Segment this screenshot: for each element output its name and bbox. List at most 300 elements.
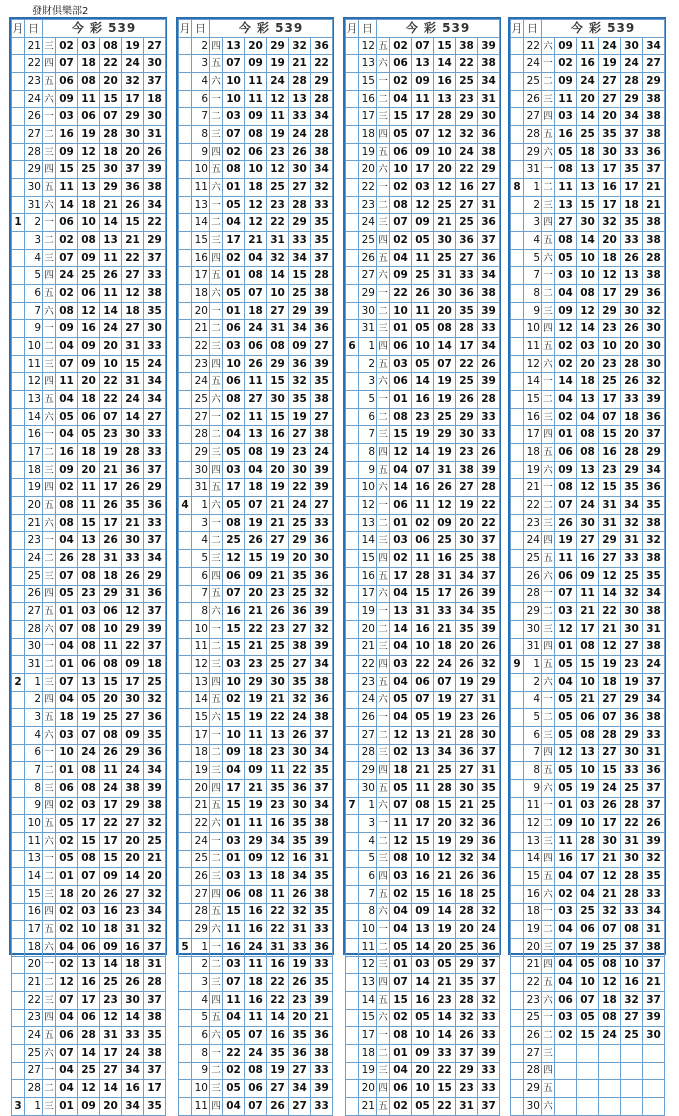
draw-row bbox=[346, 1009, 500, 1027]
month-cell bbox=[511, 1062, 524, 1080]
number-cell: 03 bbox=[223, 338, 245, 356]
month-cell bbox=[511, 355, 524, 373]
day-cell: 21 bbox=[524, 479, 542, 497]
number-cell: 05 bbox=[223, 285, 245, 303]
day-cell: 14 bbox=[359, 532, 377, 550]
number-cell: 19 bbox=[245, 709, 267, 727]
number-cell: 36 bbox=[289, 355, 311, 373]
day-cell: 29 bbox=[524, 603, 542, 621]
day-cell: 13 bbox=[359, 974, 377, 992]
weekday-cell: 四 bbox=[210, 885, 223, 903]
weekday-cell: 四 bbox=[377, 444, 390, 462]
day-cell: 5 bbox=[25, 267, 43, 285]
draw-row bbox=[179, 550, 333, 568]
number-cell: 33 bbox=[289, 938, 311, 956]
number-cell: 16 bbox=[267, 426, 289, 444]
number-cell: 09 bbox=[555, 461, 577, 479]
month-cell bbox=[511, 991, 524, 1009]
day-cell: 26 bbox=[25, 108, 43, 126]
number-cell: 07 bbox=[56, 620, 78, 638]
draw-row bbox=[346, 426, 500, 444]
weekday-cell: 四 bbox=[377, 974, 390, 992]
number-cell: 04 bbox=[390, 903, 412, 921]
month-cell bbox=[346, 585, 359, 603]
number-cell: 34 bbox=[456, 567, 478, 585]
weekday-cell: 二 bbox=[377, 726, 390, 744]
number-cell: 33 bbox=[434, 1044, 456, 1062]
number-cell: 30 bbox=[122, 991, 144, 1009]
month-cell bbox=[346, 90, 359, 108]
number-cell: 31 bbox=[267, 938, 289, 956]
month-cell bbox=[511, 514, 524, 532]
number-cell: 39 bbox=[478, 302, 500, 320]
number-cell: 18 bbox=[577, 143, 599, 161]
number-cell: 36 bbox=[311, 320, 333, 338]
number-cell: 27 bbox=[621, 638, 643, 656]
number-cell: 09 bbox=[434, 514, 456, 532]
number-cell: 28 bbox=[643, 249, 665, 267]
day-cell: 24 bbox=[524, 55, 542, 73]
number-cell: 09 bbox=[122, 726, 144, 744]
day-cell: 18 bbox=[192, 285, 210, 303]
number-cell: 31 bbox=[643, 744, 665, 762]
number-cell: 11 bbox=[412, 779, 434, 797]
number-cell: 28 bbox=[78, 550, 100, 568]
number-cell: 04 bbox=[56, 691, 78, 709]
number-cell: 34 bbox=[643, 903, 665, 921]
month-cell bbox=[511, 320, 524, 338]
weekday-cell: 四 bbox=[542, 744, 555, 762]
draw-row bbox=[179, 991, 333, 1009]
weekday-cell: 一 bbox=[377, 497, 390, 515]
draw-row bbox=[346, 885, 500, 903]
number-cell bbox=[577, 1097, 599, 1115]
number-cell: 04 bbox=[223, 1097, 245, 1115]
weekday-cell: 一 bbox=[210, 408, 223, 426]
number-cell: 38 bbox=[144, 1044, 166, 1062]
number-cell: 07 bbox=[434, 673, 456, 691]
number-cell: 26 bbox=[289, 726, 311, 744]
day-cell: 23 bbox=[25, 1009, 43, 1027]
draw-row bbox=[346, 868, 500, 886]
month-cell bbox=[346, 691, 359, 709]
weekday-cell: 四 bbox=[210, 567, 223, 585]
number-cell: 28 bbox=[434, 779, 456, 797]
number-cell: 03 bbox=[390, 656, 412, 674]
number-cell: 34 bbox=[621, 108, 643, 126]
day-cell: 11 bbox=[359, 938, 377, 956]
day-cell: 27 bbox=[524, 108, 542, 126]
number-cell: 03 bbox=[555, 603, 577, 621]
month-cell bbox=[179, 108, 192, 126]
number-cell: 10 bbox=[577, 974, 599, 992]
number-cell: 22 bbox=[267, 903, 289, 921]
number-cell: 20 bbox=[599, 108, 621, 126]
number-cell: 05 bbox=[412, 1097, 434, 1115]
day-cell: 13 bbox=[359, 514, 377, 532]
number-cell: 06 bbox=[56, 1027, 78, 1045]
number-cell: 38 bbox=[311, 709, 333, 727]
month-cell bbox=[346, 267, 359, 285]
number-cell: 03 bbox=[78, 903, 100, 921]
number-cell: 30 bbox=[289, 161, 311, 179]
number-cell: 36 bbox=[478, 126, 500, 144]
number-cell: 31 bbox=[599, 514, 621, 532]
day-cell: 21 bbox=[359, 1097, 377, 1115]
month-cell bbox=[511, 479, 524, 497]
weekday-cell: 一 bbox=[210, 1044, 223, 1062]
number-cell: 08 bbox=[78, 779, 100, 797]
number-cell: 04 bbox=[245, 461, 267, 479]
number-cell: 03 bbox=[223, 656, 245, 674]
day-cell: 1 bbox=[359, 338, 377, 356]
weekday-cell: 五 bbox=[542, 1080, 555, 1098]
month-cell: 5 bbox=[179, 938, 192, 956]
weekday-cell: 六 bbox=[542, 37, 555, 55]
weekday-cell: 三 bbox=[542, 196, 555, 214]
draw-row bbox=[511, 1009, 665, 1027]
weekday-cell: 五 bbox=[43, 497, 56, 515]
draw-row bbox=[12, 497, 166, 515]
weekday-cell: 一 bbox=[377, 815, 390, 833]
draw-row bbox=[511, 974, 665, 992]
month-cell bbox=[511, 214, 524, 232]
draw-row bbox=[179, 691, 333, 709]
weekday-cell: 四 bbox=[377, 762, 390, 780]
month-cell bbox=[179, 143, 192, 161]
number-cell: 16 bbox=[434, 550, 456, 568]
weekday-cell: 一 bbox=[542, 161, 555, 179]
day-cell: 19 bbox=[25, 479, 43, 497]
number-cell: 34 bbox=[144, 903, 166, 921]
number-cell: 09 bbox=[122, 656, 144, 674]
month-cell bbox=[511, 497, 524, 515]
number-cell: 16 bbox=[434, 73, 456, 91]
number-cell: 27 bbox=[289, 426, 311, 444]
draw-row bbox=[511, 408, 665, 426]
number-cell: 29 bbox=[478, 161, 500, 179]
draw-row bbox=[346, 1062, 500, 1080]
number-cell: 31 bbox=[144, 126, 166, 144]
weekday-cell: 三 bbox=[542, 1044, 555, 1062]
number-cell: 07 bbox=[223, 55, 245, 73]
draw-row bbox=[179, 1062, 333, 1080]
number-cell: 28 bbox=[621, 868, 643, 886]
number-cell: 19 bbox=[267, 444, 289, 462]
month-cell bbox=[346, 938, 359, 956]
number-cell: 20 bbox=[78, 373, 100, 391]
weekday-cell: 二 bbox=[43, 444, 56, 462]
number-cell: 36 bbox=[456, 285, 478, 303]
month-cell bbox=[511, 868, 524, 886]
weekday-cell: 四 bbox=[377, 656, 390, 674]
number-cell: 21 bbox=[577, 603, 599, 621]
draw-row bbox=[12, 868, 166, 886]
draw-row bbox=[179, 302, 333, 320]
day-cell: 28 bbox=[25, 620, 43, 638]
day-cell: 26 bbox=[524, 567, 542, 585]
weekday-cell: 三 bbox=[43, 1097, 56, 1115]
draw-row bbox=[179, 126, 333, 144]
number-cell: 30 bbox=[599, 832, 621, 850]
number-cell: 39 bbox=[311, 638, 333, 656]
number-cell: 05 bbox=[412, 320, 434, 338]
month-cell bbox=[12, 497, 25, 515]
number-cell: 36 bbox=[478, 249, 500, 267]
number-cell: 24 bbox=[122, 55, 144, 73]
number-cell: 02 bbox=[555, 1027, 577, 1045]
number-cell: 17 bbox=[412, 108, 434, 126]
number-cell: 37 bbox=[643, 161, 665, 179]
number-cell: 15 bbox=[267, 408, 289, 426]
day-cell: 18 bbox=[192, 744, 210, 762]
weekday-cell: 六 bbox=[210, 179, 223, 197]
number-cell: 07 bbox=[412, 691, 434, 709]
number-cell: 04 bbox=[555, 974, 577, 992]
number-cell: 08 bbox=[577, 638, 599, 656]
month-cell bbox=[346, 320, 359, 338]
number-cell: 09 bbox=[223, 744, 245, 762]
number-cell: 22 bbox=[390, 285, 412, 303]
number-cell: 30 bbox=[456, 532, 478, 550]
number-cell: 07 bbox=[577, 991, 599, 1009]
number-cell: 17 bbox=[621, 179, 643, 197]
number-cell: 09 bbox=[78, 338, 100, 356]
weekday-cell: 一 bbox=[210, 938, 223, 956]
number-cell: 29 bbox=[456, 1062, 478, 1080]
day-cell: 10 bbox=[524, 320, 542, 338]
number-cell: 28 bbox=[621, 885, 643, 903]
number-cell: 08 bbox=[245, 885, 267, 903]
day-cell: 22 bbox=[192, 815, 210, 833]
weekday-cell: 三 bbox=[377, 744, 390, 762]
number-cell: 11 bbox=[555, 550, 577, 568]
number-cell: 06 bbox=[555, 991, 577, 1009]
number-cell: 33 bbox=[122, 550, 144, 568]
number-cell: 34 bbox=[456, 603, 478, 621]
month-cell bbox=[511, 285, 524, 303]
header-game: 今 彩 539 bbox=[210, 20, 333, 38]
draw-row bbox=[346, 903, 500, 921]
day-cell: 18 bbox=[25, 461, 43, 479]
number-cell: 39 bbox=[311, 461, 333, 479]
number-cell: 14 bbox=[434, 903, 456, 921]
number-cell: 06 bbox=[390, 143, 412, 161]
number-cell: 26 bbox=[100, 267, 122, 285]
number-cell: 24 bbox=[577, 497, 599, 515]
day-cell: 24 bbox=[192, 373, 210, 391]
weekday-cell: 四 bbox=[210, 991, 223, 1009]
draw-row bbox=[511, 532, 665, 550]
number-cell: 34 bbox=[311, 656, 333, 674]
number-cell: 18 bbox=[100, 921, 122, 939]
number-cell: 32 bbox=[456, 850, 478, 868]
number-cell: 06 bbox=[223, 567, 245, 585]
number-cell: 11 bbox=[412, 497, 434, 515]
number-cell: 20 bbox=[122, 850, 144, 868]
draw-row bbox=[346, 638, 500, 656]
day-cell: 6 bbox=[192, 567, 210, 585]
number-cell: 31 bbox=[267, 232, 289, 250]
number-cell: 11 bbox=[267, 762, 289, 780]
number-cell: 04 bbox=[223, 1009, 245, 1027]
draw-row bbox=[12, 691, 166, 709]
month-cell bbox=[511, 249, 524, 267]
number-cell: 12 bbox=[555, 620, 577, 638]
month-cell bbox=[12, 232, 25, 250]
number-cell: 18 bbox=[456, 885, 478, 903]
number-cell: 02 bbox=[390, 37, 412, 55]
number-cell: 23 bbox=[599, 320, 621, 338]
month-cell bbox=[346, 143, 359, 161]
day-cell: 9 bbox=[25, 320, 43, 338]
number-cell: 25 bbox=[456, 373, 478, 391]
day-cell: 25 bbox=[524, 73, 542, 91]
number-cell: 11 bbox=[577, 37, 599, 55]
draw-row bbox=[346, 797, 500, 815]
number-cell: 18 bbox=[245, 479, 267, 497]
draw-row bbox=[511, 179, 665, 197]
number-cell: 30 bbox=[577, 214, 599, 232]
day-cell: 15 bbox=[192, 232, 210, 250]
number-cell: 19 bbox=[245, 797, 267, 815]
number-cell: 37 bbox=[144, 249, 166, 267]
number-cell: 06 bbox=[390, 338, 412, 356]
month-cell bbox=[346, 656, 359, 674]
number-cell: 38 bbox=[144, 797, 166, 815]
number-cell: 18 bbox=[100, 567, 122, 585]
draw-row bbox=[511, 709, 665, 727]
weekday-cell: 六 bbox=[542, 355, 555, 373]
day-cell: 23 bbox=[25, 73, 43, 91]
number-cell: 36 bbox=[144, 709, 166, 727]
number-cell: 24 bbox=[434, 656, 456, 674]
results-table bbox=[510, 19, 665, 1116]
number-cell: 17 bbox=[100, 514, 122, 532]
number-cell: 26 bbox=[456, 1027, 478, 1045]
number-cell: 36 bbox=[144, 497, 166, 515]
day-cell: 12 bbox=[359, 37, 377, 55]
weekday-cell: 五 bbox=[377, 991, 390, 1009]
number-cell: 10 bbox=[78, 921, 100, 939]
weekday-cell: 五 bbox=[210, 585, 223, 603]
draw-row bbox=[12, 956, 166, 974]
draw-row bbox=[12, 850, 166, 868]
month-cell bbox=[179, 214, 192, 232]
draw-row bbox=[12, 815, 166, 833]
number-cell: 23 bbox=[267, 744, 289, 762]
number-cell: 36 bbox=[478, 938, 500, 956]
number-cell: 22 bbox=[144, 214, 166, 232]
number-cell: 12 bbox=[78, 302, 100, 320]
day-cell: 5 bbox=[524, 249, 542, 267]
number-cell: 04 bbox=[223, 214, 245, 232]
weekday-cell: 四 bbox=[210, 355, 223, 373]
number-cell: 06 bbox=[223, 373, 245, 391]
number-cell: 26 bbox=[478, 355, 500, 373]
draw-row bbox=[346, 585, 500, 603]
number-cell bbox=[555, 1097, 577, 1115]
draw-row bbox=[12, 126, 166, 144]
draw-row bbox=[511, 497, 665, 515]
number-cell: 14 bbox=[412, 444, 434, 462]
day-cell: 30 bbox=[524, 1097, 542, 1115]
weekday-cell: 一 bbox=[542, 585, 555, 603]
draw-row bbox=[179, 832, 333, 850]
month-cell bbox=[511, 921, 524, 939]
month-cell bbox=[12, 1062, 25, 1080]
number-cell: 38 bbox=[643, 214, 665, 232]
number-cell: 25 bbox=[100, 709, 122, 727]
number-cell: 21 bbox=[599, 850, 621, 868]
number-cell: 22 bbox=[100, 55, 122, 73]
number-cell: 10 bbox=[412, 850, 434, 868]
number-cell: 08 bbox=[390, 850, 412, 868]
draw-row bbox=[511, 850, 665, 868]
results-table bbox=[178, 19, 333, 1116]
day-cell: 12 bbox=[359, 956, 377, 974]
month-cell bbox=[179, 285, 192, 303]
day-cell: 26 bbox=[192, 868, 210, 886]
number-cell: 12 bbox=[390, 726, 412, 744]
number-cell: 32 bbox=[621, 991, 643, 1009]
number-cell: 05 bbox=[390, 126, 412, 144]
month-cell bbox=[12, 726, 25, 744]
draw-row bbox=[346, 938, 500, 956]
weekday-cell: 五 bbox=[377, 355, 390, 373]
number-cell: 31 bbox=[289, 921, 311, 939]
number-cell: 10 bbox=[100, 620, 122, 638]
number-cell: 14 bbox=[390, 479, 412, 497]
weekday-cell: 四 bbox=[43, 903, 56, 921]
number-cell: 38 bbox=[144, 285, 166, 303]
number-cell: 18 bbox=[599, 673, 621, 691]
number-cell: 02 bbox=[412, 514, 434, 532]
day-cell: 30 bbox=[524, 620, 542, 638]
number-cell: 30 bbox=[289, 461, 311, 479]
day-cell: 23 bbox=[359, 196, 377, 214]
number-cell: 26 bbox=[267, 1097, 289, 1115]
month-cell bbox=[511, 55, 524, 73]
month-cell bbox=[346, 73, 359, 91]
draw-row bbox=[511, 355, 665, 373]
number-cell: 05 bbox=[223, 1080, 245, 1098]
weekday-cell: 五 bbox=[43, 1027, 56, 1045]
draw-row bbox=[179, 461, 333, 479]
weekday-cell: 二 bbox=[43, 868, 56, 886]
draw-row bbox=[346, 567, 500, 585]
weekday-cell: 三 bbox=[43, 673, 56, 691]
weekday-cell: 四 bbox=[542, 108, 555, 126]
month-cell bbox=[179, 161, 192, 179]
number-cell: 09 bbox=[245, 850, 267, 868]
number-cell: 03 bbox=[390, 868, 412, 886]
draw-row bbox=[511, 143, 665, 161]
draw-row bbox=[346, 126, 500, 144]
weekday-cell: 三 bbox=[43, 461, 56, 479]
number-cell: 29 bbox=[144, 567, 166, 585]
draw-row bbox=[12, 161, 166, 179]
draw-row bbox=[511, 603, 665, 621]
number-cell: 03 bbox=[412, 179, 434, 197]
month-cell bbox=[511, 603, 524, 621]
draw-row bbox=[346, 832, 500, 850]
day-cell: 28 bbox=[192, 426, 210, 444]
number-cell: 35 bbox=[478, 603, 500, 621]
number-cell: 26 bbox=[434, 479, 456, 497]
month-cell bbox=[346, 1062, 359, 1080]
number-cell: 27 bbox=[478, 179, 500, 197]
